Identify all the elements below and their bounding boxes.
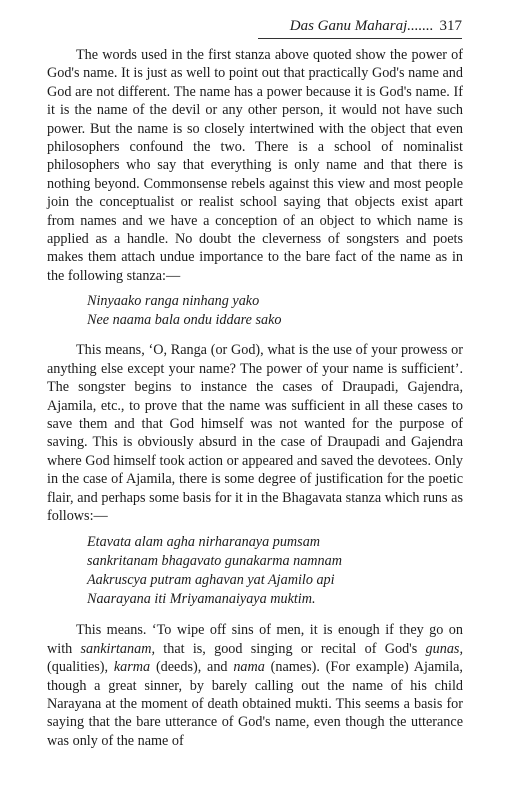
verse-line: Ninyaako ranga ninhang yako <box>87 293 260 310</box>
verse-bhagavata <box>87 533 463 609</box>
italic-term: gunas, <box>425 640 463 657</box>
italic-term: nama <box>233 659 265 676</box>
paragraph-3 <box>47 621 463 750</box>
verse-kannada <box>87 292 463 330</box>
verse-line: Nee naama bala ondu iddare sako <box>87 312 282 329</box>
verse-line: Etavata alam agha nirharanaya pumsam <box>87 534 321 551</box>
verse-line: sankritanam bhagavato gunakarma namnam <box>87 553 342 570</box>
paragraph-1: The words used in the first stanza above quoted show the power of God's name. It is just as well to point out that practically God's name and God are not different. The name has a power because it is God's name. If it is the name of the devil or any other person, it would not have such power. But the name is so closely intertwined with the object that even philosophers confound the two. There is a school of nominalist philosophers who say that everything is only name and that there is nothing beyond. Commonsense rebels against this view and most people join the conceptualist or realist school saying that objects exist apart from names and we have a conception of an object to which name is applied as a handle. No doubt the cleverness of songsters and poets makes them attach undue importance to the bare fact of the name as in the following stanza:— <box>47 47 463 284</box>
running-header <box>258 18 462 39</box>
text-run: (qualities), <box>47 659 114 676</box>
paragraph-2: This means, ‘O, Ranga (or God), what is the use of your prowess or anything else except your name? The power of your name is sufficient’. The songster begins to instance the cases of Draupadi, Gajendra, Ajamila, etc., to prove that the name was sufficient in all these cases to save them and that God himself was not wanted for the purpose of saving. This is obviously absurd in the case of Draupadi and Gajendra where God himself took action or appeared and saved the devotees. Only in the case of Ajamila, there is some degree of justification for the poetic flair, and perhaps some basis for it in the Bhagavata stanza which runs as follows:— <box>47 342 463 524</box>
italic-term: karma <box>113 659 151 676</box>
page-number: 317 <box>439 18 462 34</box>
verse-line: Aakruscya putram aghavan yat Ajamilo api <box>87 572 335 589</box>
text-run: (names). (For example) Ajamila, though a great sinner, by barely calling out the name of his child Narayana at the moment of death obtained mukti. This seems a basis for saying that the bare utterance of God's name, even though the utterance was only of the name of <box>47 659 463 749</box>
italic-term: sankirtanam, <box>80 640 155 657</box>
text-run: (deeds), and <box>150 659 234 676</box>
verse-line: Naarayana iti Mriyamanaiyaya muktim. <box>87 591 316 608</box>
text-run: This means. ‘To wipe off sins of men, it is enough if they go on with <box>47 622 463 657</box>
page-body <box>47 46 463 750</box>
text-run: that is, good singing or recital of God's <box>155 640 426 657</box>
running-title: Das Ganu Maharaj....... <box>289 18 434 34</box>
